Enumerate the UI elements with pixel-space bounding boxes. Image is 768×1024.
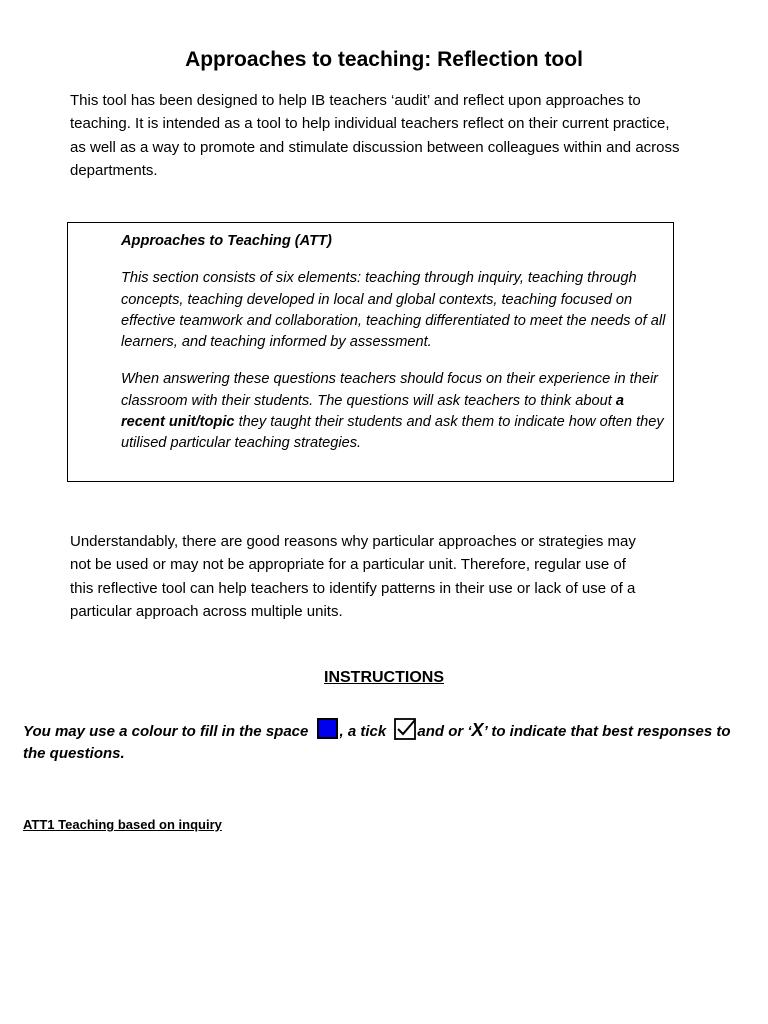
- instructions-text-part2: , a tick: [339, 723, 391, 740]
- instructions-text-part1: You may use a colour to fill in the space: [23, 723, 313, 740]
- att-info-content: [121, 231, 669, 455]
- att-info-box: [67, 222, 674, 482]
- att-paragraph-guidance: [121, 369, 669, 454]
- instructions-text-part4: ’ to indicate that best responses to the questions.: [23, 723, 731, 762]
- tick-box-icon: [394, 718, 416, 740]
- x-mark: X: [471, 720, 484, 740]
- att-guidance-text-start: When answering these questions teachers should focus on their experience in their classroom with their students. The questions will ask teachers to think about: [121, 371, 659, 409]
- page-title: Approaches to teaching: Reflection tool: [185, 48, 583, 71]
- att-guidance-text-end: they taught their students and ask them to indicate how often they utilised particular teaching strategies.: [121, 414, 664, 452]
- instructions-text-part3: and or ‘: [417, 723, 472, 740]
- reflection-paragraph: Understandably, there are good reasons why particular approaches or strategies may not be used or may not be appropriate for a particular unit. Therefore, regular use of this reflective tool can help teachers to identify patterns in their use or lack of use of a particular approach across multiple units.: [70, 533, 636, 620]
- att-guidance-emphasis: a recent unit/topic: [121, 392, 624, 431]
- section-heading-att1: ATT1 Teaching based on inquiry: [23, 817, 222, 832]
- colour-fill-square-icon: [317, 718, 338, 739]
- instructions-text: [23, 718, 753, 765]
- instructions-heading: INSTRUCTIONS: [324, 669, 444, 686]
- att-paragraph-elements: This section consists of six elements: teaching through inquiry, teaching through concepts, teaching developed in local and global contexts, teaching focused on effective teamwork and collaboration, teaching differentiated to meet the needs of all learners, and teaching informed by assessment.: [121, 270, 666, 351]
- intro-paragraph: This tool has been designed to help IB teachers ‘audit’ and reflect upon approaches to teaching. It is intended as a tool to help individual teachers reflect on their current practice, as well as a way to promote and stimulate discussion between colleagues within and across departments.: [70, 92, 680, 179]
- att-heading: Approaches to Teaching (ATT): [121, 233, 332, 249]
